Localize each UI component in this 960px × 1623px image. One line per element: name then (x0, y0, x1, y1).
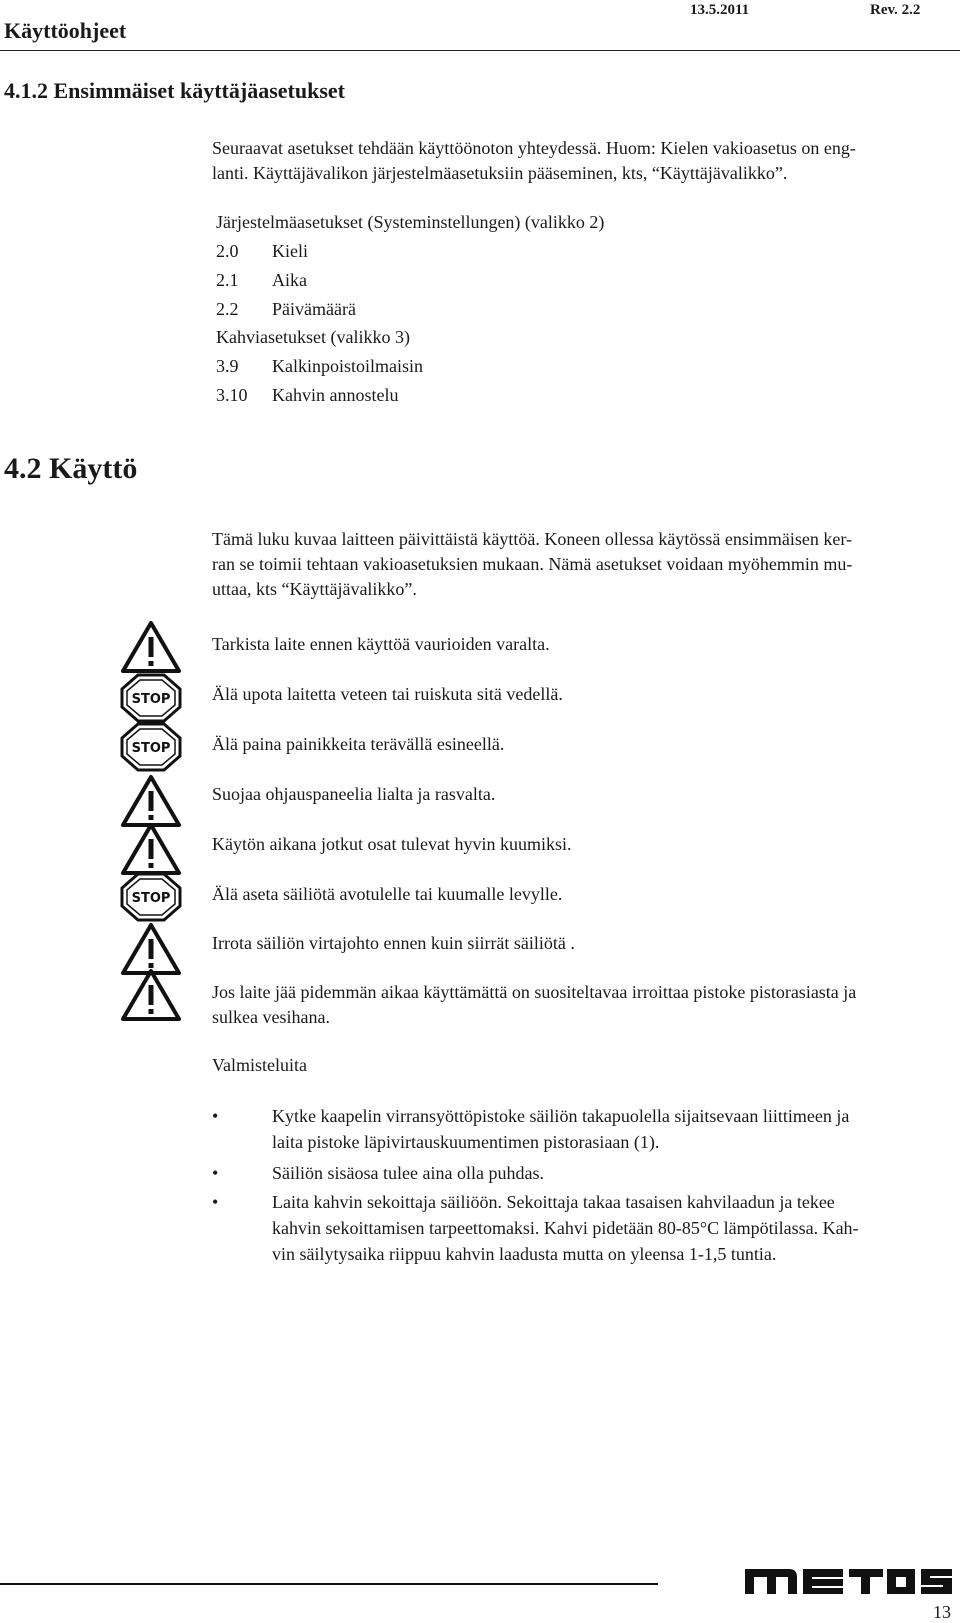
section-heading-4-1-2: 4.1.2 Ensimmäiset käyttäjäasetukset (4, 78, 345, 103)
menu-item-number: 3.10 (216, 385, 248, 405)
warning-icon (120, 620, 182, 674)
intro-line: uttaa, kts “Käyttäjävalikko”. (212, 579, 417, 599)
header-divider (0, 50, 960, 51)
menu-item-label: Kalkinpoistoilmaisin (272, 356, 423, 376)
svg-text:STOP: STOP (131, 891, 171, 906)
list-item-line: vin säilytysaika riippuu kahvin laadusta mutta on yleensa 1-1,5 tuntia. (272, 1244, 777, 1264)
warning-icon (120, 774, 182, 828)
bullet-icon: • (212, 1106, 219, 1126)
prep-title: Valmisteluita (212, 1055, 307, 1075)
safety-text: Älä upota laitetta veteen tai ruiskuta sitä vedellä. (212, 684, 563, 704)
document-revision: Rev. 2.2 (870, 2, 921, 18)
bullet-icon: • (212, 1192, 219, 1212)
warning-icon (120, 822, 182, 876)
intro-line: ran se toimii tehtaan vakioasetuksien mukaan. Nämä asetukset voidaan myöhemmin mu- (212, 554, 853, 574)
intro-line: Tämä luku kuvaa laitteen päivittäistä käyttöä. Koneen ollessa käytössä ensimmäisen ker- (212, 529, 852, 549)
menu3-title: Kahviasetukset (valikko 3) (216, 327, 410, 347)
document-title: Käyttöohjeet (4, 18, 127, 43)
list-item-text (272, 1189, 957, 1267)
safety-text: Irrota säiliön virtajohto ennen kuin siirrät säiliötä . (212, 933, 575, 953)
menu-item-number: 2.1 (216, 270, 239, 290)
footer-divider (0, 1583, 658, 1585)
list-item-text (272, 1103, 957, 1155)
menu-item-number: 2.0 (216, 241, 239, 261)
menu-item-label: Kahvin annostelu (272, 385, 399, 405)
stop-icon (120, 872, 182, 922)
list-item-text (272, 1160, 957, 1186)
intro-line: lanti. Käyttäjävalikon järjestelmäasetuksiin pääseminen, kts, “Käyttäjävalikko”. (212, 163, 788, 183)
unused-note-line: Jos laite jää pidemmän aikaa käyttämättä on suositeltavaa irroittaa pistoke pistorasiasta ja (212, 982, 857, 1002)
list-item (212, 1189, 957, 1267)
list-item (212, 1103, 957, 1155)
svg-text:STOP: STOP (131, 741, 171, 756)
list-item (212, 1160, 957, 1186)
metos-logo (745, 1565, 952, 1602)
stop-icon (120, 673, 182, 723)
svg-text:STOP: STOP (131, 692, 171, 707)
menu-item (216, 295, 356, 324)
bullet-icon: • (212, 1163, 219, 1183)
document-date: 13.5.2011 (690, 2, 750, 18)
safety-text: Käytön aikana jotkut osat tulevat hyvin kuumiksi. (212, 834, 572, 854)
menu-item (216, 266, 307, 295)
list-item-line: laita pistoke läpivirtauskuumentimen pistorasiaan (1). (272, 1132, 660, 1152)
list-item-line: kahvin sekoittamisen tarpeettomaksi. Kahvi pidetään 80-85°C lämpötilassa. Kah- (272, 1218, 859, 1238)
menu-item-label: Päivämäärä (272, 299, 356, 319)
safety-text: Tarkista laite ennen käyttöä vaurioiden varalta. (212, 634, 550, 654)
intro-line: Seuraavat asetukset tehdään käyttöönoton yhteydessä. Huom: Kielen vakioasetus on eng- (212, 138, 856, 158)
safety-text: Älä aseta säiliötä avotulelle tai kuumalle levylle. (212, 884, 563, 904)
menu-item-number: 3.9 (216, 356, 239, 376)
stop-icon (120, 722, 182, 772)
list-item-line: Säiliön sisäosa tulee aina olla puhdas. (272, 1163, 544, 1183)
safety-text: Älä paina painikkeita terävällä esineellä. (212, 734, 505, 754)
warning-icon (120, 968, 182, 1022)
safety-text: Suojaa ohjauspaneelia lialta ja rasvalta. (212, 784, 496, 804)
menu-item (216, 352, 423, 381)
list-item-line: Laita kahvin sekoittaja säiliöön. Sekoittaja takaa tasaisen kahvilaadun ja tekee (272, 1192, 835, 1212)
section-heading-4-2: 4.2 Käyttö (4, 452, 138, 485)
menu-item (216, 237, 308, 266)
page-number: 13 (933, 1602, 951, 1622)
unused-note-line: sulkea vesihana. (212, 1007, 330, 1027)
menu-item-number: 2.2 (216, 299, 239, 319)
menu-item-label: Aika (272, 270, 307, 290)
menu-item-label: Kieli (272, 241, 308, 261)
menu2-title: Järjestelmäasetukset (Systeminstellungen) (valikko 2) (216, 212, 605, 232)
list-item-line: Kytke kaapelin virransyöttöpistoke säiliön takapuolella sijaitsevaan liittimeen ja (272, 1106, 850, 1126)
menu-item (216, 381, 398, 410)
